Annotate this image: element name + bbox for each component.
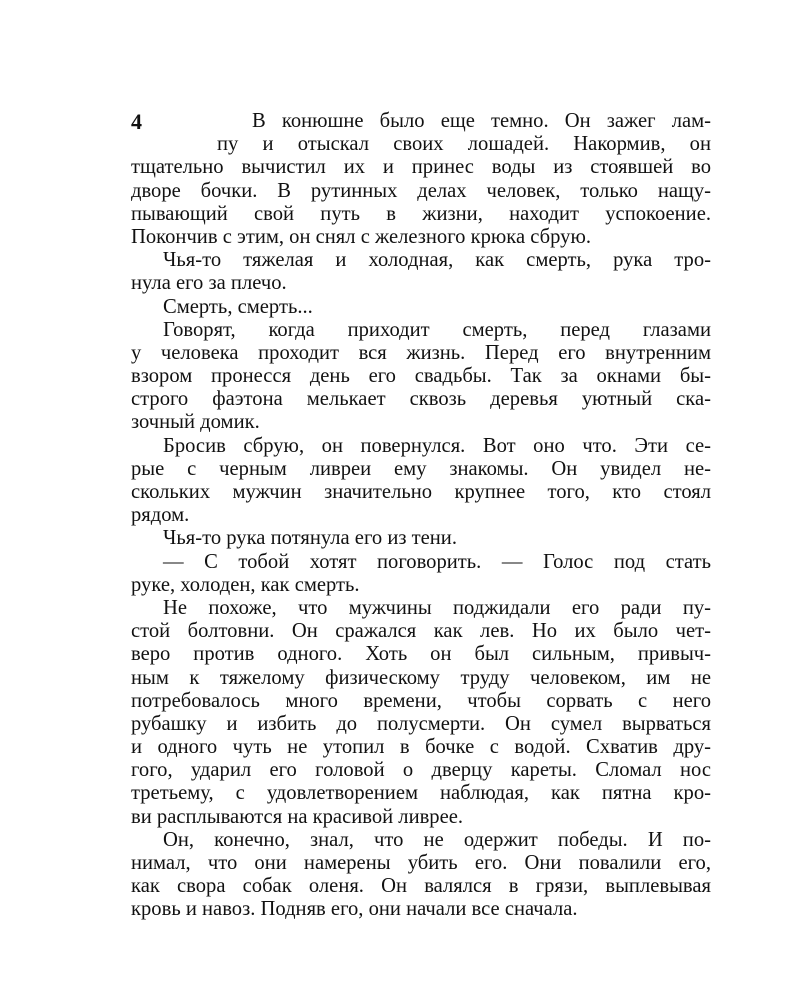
- text-line: Бросив сбрую, он повернулся. Вот оно что. Эти се-: [163, 434, 711, 457]
- text-line: Не похоже, что мужчины поджидали его ради пу-: [163, 596, 711, 619]
- text-line: кровь и навоз. Подняв его, они начали все сначала.: [131, 898, 578, 921]
- text-line: пу и отыскал своих лошадей. Накормив, он: [217, 133, 711, 156]
- text-line: гого, ударил его головой о дверцу кареты. Сломал нос: [131, 759, 711, 782]
- text-line: скольких мужчин значительно крупнее того, кто стоял: [131, 481, 711, 503]
- page-text: [131, 110, 711, 922]
- text-line: ви расплываются на красивой ливрее.: [131, 805, 464, 828]
- text-line: строго фаэтона мелькает сквозь деревья уютный ска-: [131, 388, 711, 411]
- text-line: третьему, с удовлетворением наблюдая, как пятна кро-: [131, 782, 711, 805]
- text-line: нимал, что они намерены убить его. Они повалили его,: [131, 852, 711, 874]
- text-line: зочный домик.: [131, 411, 260, 434]
- text-line: Он, конечно, знал, что не одержит победы. И по-: [163, 828, 711, 851]
- text-line: рые с черным ливреи ему знакомы. Он увидел не-: [131, 457, 711, 480]
- text-line: руке, холоден, как смерть.: [131, 573, 360, 596]
- text-line: пывающий свой путь в жизни, находит успокоение.: [131, 202, 711, 225]
- page-number: 4: [131, 109, 142, 134]
- text-line: и одного чуть не утопил в бочке с водой. Схватив дру-: [131, 736, 711, 759]
- text-line: рядом.: [131, 504, 190, 527]
- text-line: взором пронесся день его свадьбы. Так за окнами бы-: [131, 365, 711, 388]
- text-line: ным к тяжелому физическому труду человеком, им не: [131, 666, 711, 689]
- text-line: Чья-то рука потянула его из тени.: [163, 527, 457, 550]
- text-line: потребовалось много времени, чтобы сорвать с него: [131, 689, 711, 712]
- first-line: [131, 110, 711, 133]
- text-line: как свора собак оленя. Он валялся в грязи, выплевывая: [131, 875, 711, 898]
- text-line: — С тобой хотят поговорить. — Голос под стать: [163, 550, 711, 573]
- text-line: у человека проходит вся жизнь. Перед его внутренним: [131, 341, 711, 364]
- opening-line: В конюшне было еще темно. Он зажег лам-: [252, 110, 711, 132]
- text-line: дворе бочки. В рутинных делах человек, только нащу-: [131, 179, 711, 202]
- text-line: Чья-то тяжелая и холодная, как смерть, рука тро-: [163, 249, 711, 272]
- text-line: нула его за плечо.: [131, 272, 287, 295]
- text-line: тщательно вычистил их и принес воды из стоявшей во: [131, 156, 711, 179]
- text-line: рубашку и избить до полусмерти. Он сумел вырваться: [131, 712, 711, 735]
- text-line: Говорят, когда приходит смерть, перед глазами: [163, 318, 711, 341]
- text-line: веро против одного. Хоть он был сильным, привыч-: [131, 643, 711, 666]
- text-line: стой болтовни. Он сражался как лев. Но их было чет-: [131, 620, 711, 643]
- text-line: Смерть, смерть...: [163, 295, 313, 318]
- text-line: Покончив с этим, он снял с железного крюка сбрую.: [131, 225, 591, 248]
